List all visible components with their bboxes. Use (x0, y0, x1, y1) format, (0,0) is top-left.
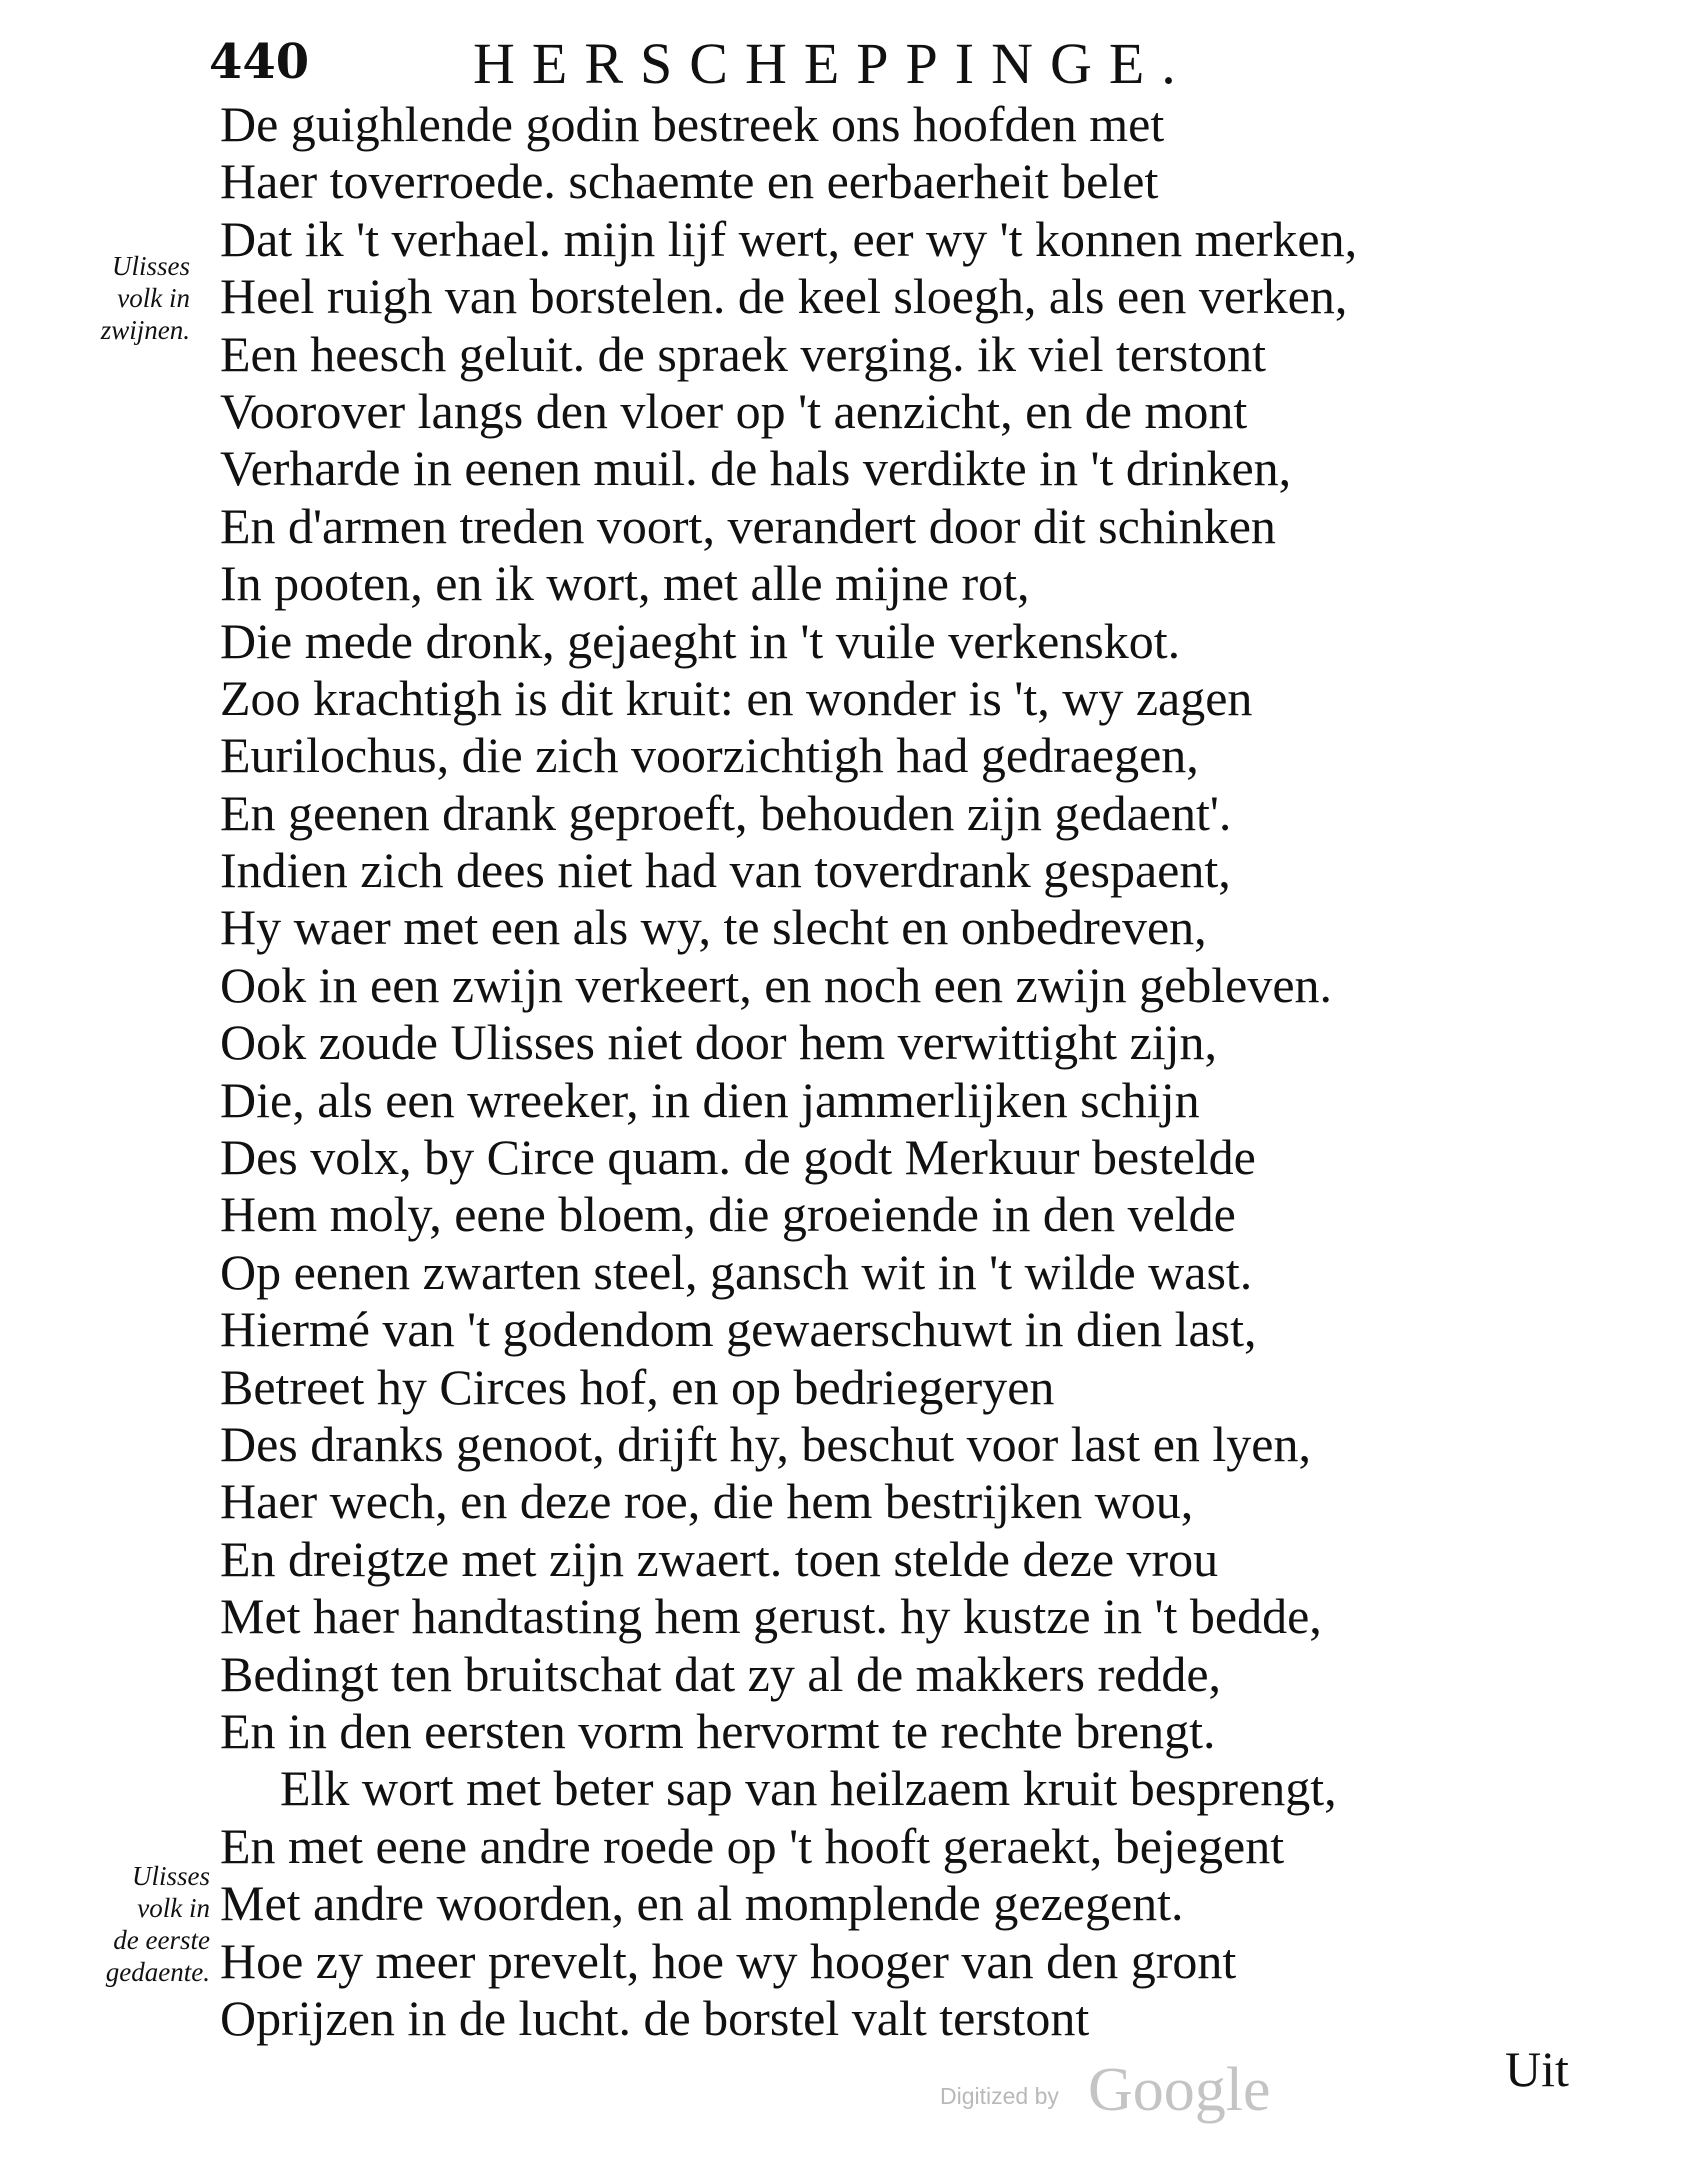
poem-line: Haer wech, en deze roe, die hem bestrijken wou, (220, 1473, 1194, 1530)
poem-line: Bedingt ten bruitschat dat zy al de makkers redde, (220, 1645, 1222, 1702)
margin-note-line: Ulisses (131, 1861, 210, 1891)
poem-line: Die, als een wreeker, in dien jammerlijken schijn (220, 1071, 1200, 1128)
poem-line: Elk wort met beter sap van heilzaem kruit besprengt, (280, 1760, 1337, 1817)
margin-note-line: gedaente. (105, 1957, 210, 1987)
poem-text (220, 96, 1610, 2047)
poem-line: Voorover langs den vloer op 't aenzicht, en de mont (220, 382, 1248, 439)
poem-line: En d'armen treden voort, verandert door dit schinken (220, 497, 1276, 554)
poem-line: Hem moly, eene bloem, die groeiende in den velde (220, 1186, 1236, 1243)
poem-line: En geenen drank geproeft, behouden zijn gedaent'. (220, 784, 1232, 841)
poem-line: Eurilochus, die zich voorzichtigh had gedraegen, (220, 727, 1199, 784)
poem-line: Zoo krachtigh is dit kruit: en wonder is 't, wy zagen (220, 669, 1253, 726)
margin-note-ulisses-volk-in-de-eerste-gedaente (40, 1860, 210, 1988)
digitized-by-text: Digitized by (940, 2083, 1059, 2109)
margin-note-ulisses-volk-in-zwijnen (40, 250, 190, 346)
poem-line: In pooten, en ik wort, met alle mijne rot, (220, 555, 1030, 612)
page-number: 440 (209, 34, 310, 90)
poem-line: Op eenen zwarten steel, gansch wit in 't wilde wast. (220, 1243, 1253, 1300)
margin-note-line: de eerste (113, 1925, 210, 1955)
google-logo: Google (1088, 2056, 1271, 2124)
poem-line: Hiermé van 't godendom gewaerschuwt in dien last, (220, 1301, 1257, 1358)
poem-line: Haer toverroede. schaemte en eerbaerheit belet (220, 153, 1159, 210)
poem-line: En dreigtze met zijn zwaert. toen stelde deze vrou (220, 1530, 1219, 1587)
poem-line: En in den eersten vorm hervormt te rechte brengt. (220, 1702, 1216, 1759)
poem-line: Heel ruigh van borstelen. de keel sloegh, als een verken, (220, 268, 1348, 325)
poem-line: Met haer handtasting hem gerust. hy kustze in 't bedde, (220, 1588, 1322, 1645)
poem-line: Hy waer met een als wy, te slecht en onbedreven, (220, 899, 1207, 956)
catchword: Uit (1505, 2041, 1569, 2097)
poem-line: Des volx, by Circe quam. de godt Merkuur bestelde (220, 1129, 1256, 1186)
poem-line: Dat ik 't verhael. mijn lijf wert, eer wy 't konnen merken, (220, 210, 1358, 267)
running-title: HERSCHEPPINGE. (473, 31, 1193, 96)
poem-line: Indien zich dees niet had van toverdrank gespaent, (220, 842, 1231, 899)
poem-line: Een heesch geluit. de spraek verging. ik viel terstont (220, 325, 1266, 382)
poem-line: Ook zoude Ulisses niet door hem verwittight zijn, (220, 1014, 1218, 1071)
margin-note-line: volk in (117, 283, 190, 313)
margin-note-line: volk in (137, 1893, 210, 1923)
poem-line: En met eene andre roede op 't hooft geraekt, bejegent (220, 1817, 1285, 1874)
poem-line: Betreet hy Circes hof, en op bedriegeryen (220, 1358, 1055, 1415)
poem-line: Hoe zy meer prevelt, hoe wy hooger van den gront (220, 1932, 1237, 1989)
margin-note-line: zwijnen. (100, 315, 190, 345)
poem-line: De guighlende godin bestreek ons hoofden met (220, 96, 1165, 152)
page-header (205, 30, 1445, 100)
margin-note-line: Ulisses (111, 251, 190, 281)
poem-line: Verharde in eenen muil. de hals verdikte in 't drinken, (220, 440, 1292, 497)
poem-line: Met andre woorden, en al momplende gezegent. (220, 1875, 1184, 1932)
poem-line: Ook in een zwijn verkeert, en noch een zwijn gebleven. (220, 956, 1333, 1013)
poem-line: Des dranks genoot, drijft hy, beschut voor last en lyen, (220, 1415, 1311, 1472)
poem-line: Oprijzen in de lucht. de borstel valt terstont (220, 1989, 1090, 2046)
poem-line: Die mede dronk, gejaeght in 't vuile verkenskot. (220, 612, 1181, 669)
